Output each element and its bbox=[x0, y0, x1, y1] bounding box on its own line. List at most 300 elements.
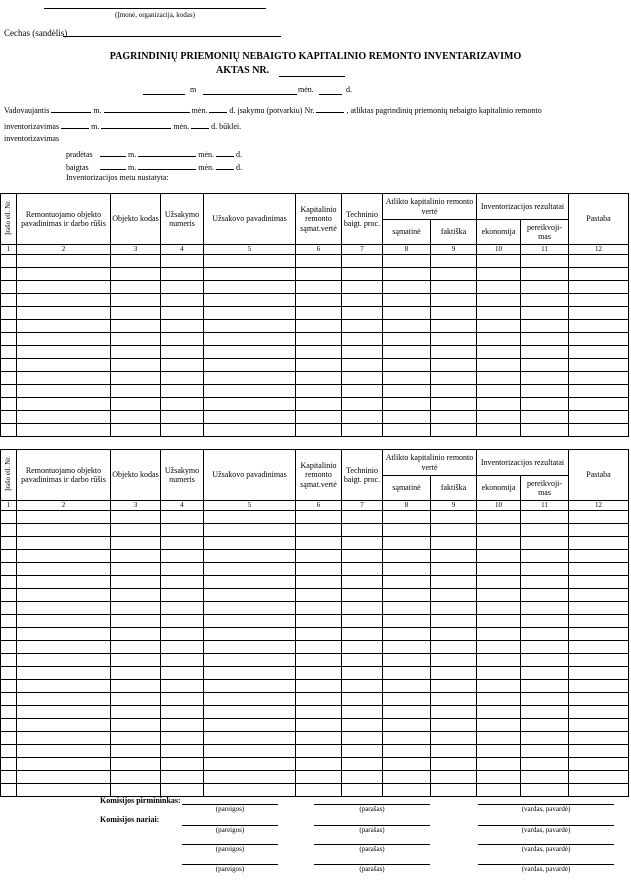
table-cell[interactable] bbox=[161, 398, 204, 411]
table-cell[interactable] bbox=[111, 693, 161, 706]
table-cell[interactable] bbox=[1, 602, 17, 615]
table-cell[interactable] bbox=[1, 524, 17, 537]
table-cell[interactable] bbox=[111, 281, 161, 294]
table-cell[interactable] bbox=[161, 706, 204, 719]
table-cell[interactable] bbox=[477, 628, 521, 641]
table-cell[interactable] bbox=[111, 398, 161, 411]
table-cell[interactable] bbox=[521, 784, 569, 797]
table-cell[interactable] bbox=[204, 372, 296, 385]
table-cell[interactable] bbox=[161, 784, 204, 797]
table-cell[interactable] bbox=[521, 255, 569, 268]
table-cell[interactable] bbox=[204, 719, 296, 732]
table-cell[interactable] bbox=[161, 693, 204, 706]
table-cell[interactable] bbox=[431, 693, 477, 706]
table-cell[interactable] bbox=[569, 411, 629, 424]
table-cell[interactable] bbox=[521, 693, 569, 706]
table-cell[interactable] bbox=[521, 654, 569, 667]
table-cell[interactable] bbox=[204, 550, 296, 563]
table-cell[interactable] bbox=[521, 771, 569, 784]
table-cell[interactable] bbox=[342, 654, 383, 667]
table-cell[interactable] bbox=[161, 576, 204, 589]
table-cell[interactable] bbox=[431, 424, 477, 437]
table-cell[interactable] bbox=[111, 654, 161, 667]
table-cell[interactable] bbox=[161, 641, 204, 654]
table-cell[interactable] bbox=[569, 511, 629, 524]
table-cell[interactable] bbox=[1, 511, 17, 524]
table-cell[interactable] bbox=[431, 294, 477, 307]
table-cell[interactable] bbox=[111, 641, 161, 654]
table-cell[interactable] bbox=[296, 693, 342, 706]
table-cell[interactable] bbox=[342, 307, 383, 320]
table-cell[interactable] bbox=[521, 615, 569, 628]
table-cell[interactable] bbox=[431, 719, 477, 732]
table-cell[interactable] bbox=[204, 615, 296, 628]
table-cell[interactable] bbox=[161, 320, 204, 333]
table-cell[interactable] bbox=[477, 511, 521, 524]
table-cell[interactable] bbox=[431, 385, 477, 398]
table-cell[interactable] bbox=[431, 615, 477, 628]
table-cell[interactable] bbox=[342, 346, 383, 359]
table-cell[interactable] bbox=[342, 667, 383, 680]
table-cell[interactable] bbox=[296, 511, 342, 524]
table-cell[interactable] bbox=[161, 550, 204, 563]
table-cell[interactable] bbox=[383, 320, 431, 333]
act-number-line[interactable] bbox=[279, 76, 345, 77]
table-cell[interactable] bbox=[569, 732, 629, 745]
table-cell[interactable] bbox=[17, 281, 111, 294]
table-cell[interactable] bbox=[17, 719, 111, 732]
table-cell[interactable] bbox=[477, 359, 521, 372]
table-cell[interactable] bbox=[521, 372, 569, 385]
table-cell[interactable] bbox=[161, 680, 204, 693]
table-cell[interactable] bbox=[17, 372, 111, 385]
table-cell[interactable] bbox=[569, 654, 629, 667]
table-cell[interactable] bbox=[296, 424, 342, 437]
table-cell[interactable] bbox=[431, 255, 477, 268]
table-cell[interactable] bbox=[431, 680, 477, 693]
state-year-field[interactable] bbox=[61, 119, 89, 129]
table-cell[interactable] bbox=[383, 628, 431, 641]
finished-year-field[interactable] bbox=[100, 160, 126, 170]
finished-month-field[interactable] bbox=[138, 160, 196, 170]
table-cell[interactable] bbox=[17, 385, 111, 398]
table-cell[interactable] bbox=[521, 537, 569, 550]
table-cell[interactable] bbox=[204, 576, 296, 589]
table-cell[interactable] bbox=[342, 411, 383, 424]
table-cell[interactable] bbox=[204, 680, 296, 693]
table-cell[interactable] bbox=[296, 372, 342, 385]
started-year-field[interactable] bbox=[100, 147, 126, 157]
table-cell[interactable] bbox=[1, 424, 17, 437]
table-cell[interactable] bbox=[383, 511, 431, 524]
table-cell[interactable] bbox=[383, 706, 431, 719]
table-cell[interactable] bbox=[1, 550, 17, 563]
table-cell[interactable] bbox=[296, 641, 342, 654]
table-cell[interactable] bbox=[521, 424, 569, 437]
table-cell[interactable] bbox=[17, 563, 111, 576]
table-cell[interactable] bbox=[477, 641, 521, 654]
table-cell[interactable] bbox=[17, 628, 111, 641]
table-cell[interactable] bbox=[1, 771, 17, 784]
table-cell[interactable] bbox=[569, 320, 629, 333]
table-cell[interactable] bbox=[17, 268, 111, 281]
table-cell[interactable] bbox=[204, 667, 296, 680]
table-cell[interactable] bbox=[17, 641, 111, 654]
table-cell[interactable] bbox=[1, 615, 17, 628]
table-cell[interactable] bbox=[111, 307, 161, 320]
table-cell[interactable] bbox=[17, 602, 111, 615]
table-cell[interactable] bbox=[521, 511, 569, 524]
table-cell[interactable] bbox=[204, 693, 296, 706]
table-cell[interactable] bbox=[17, 346, 111, 359]
table-cell[interactable] bbox=[431, 641, 477, 654]
table-cell[interactable] bbox=[111, 537, 161, 550]
table-cell[interactable] bbox=[383, 784, 431, 797]
table-cell[interactable] bbox=[431, 333, 477, 346]
table-cell[interactable] bbox=[17, 693, 111, 706]
table-cell[interactable] bbox=[521, 398, 569, 411]
date-year-line[interactable] bbox=[143, 94, 185, 95]
table-cell[interactable] bbox=[342, 680, 383, 693]
table-cell[interactable] bbox=[342, 294, 383, 307]
table-cell[interactable] bbox=[569, 602, 629, 615]
table-cell[interactable] bbox=[1, 359, 17, 372]
table-cell[interactable] bbox=[521, 333, 569, 346]
table-cell[interactable] bbox=[342, 706, 383, 719]
table-cell[interactable] bbox=[111, 602, 161, 615]
table-cell[interactable] bbox=[17, 589, 111, 602]
table-cell[interactable] bbox=[296, 281, 342, 294]
started-day-field[interactable] bbox=[216, 147, 234, 157]
table-cell[interactable] bbox=[431, 654, 477, 667]
table-cell[interactable] bbox=[383, 346, 431, 359]
table-cell[interactable] bbox=[1, 576, 17, 589]
table-cell[interactable] bbox=[17, 333, 111, 346]
table-cell[interactable] bbox=[569, 524, 629, 537]
table-cell[interactable] bbox=[17, 758, 111, 771]
table-cell[interactable] bbox=[296, 706, 342, 719]
table-cell[interactable] bbox=[477, 758, 521, 771]
table-cell[interactable] bbox=[1, 589, 17, 602]
table-cell[interactable] bbox=[111, 563, 161, 576]
table-cell[interactable] bbox=[477, 294, 521, 307]
table-cell[interactable] bbox=[17, 654, 111, 667]
table-cell[interactable] bbox=[569, 268, 629, 281]
order-number-field[interactable] bbox=[316, 103, 344, 113]
table-cell[interactable] bbox=[521, 745, 569, 758]
table-cell[interactable] bbox=[383, 576, 431, 589]
table-cell[interactable] bbox=[569, 615, 629, 628]
table-cell[interactable] bbox=[204, 424, 296, 437]
table-cell[interactable] bbox=[1, 281, 17, 294]
table-cell[interactable] bbox=[1, 719, 17, 732]
table-cell[interactable] bbox=[521, 359, 569, 372]
table-cell[interactable] bbox=[161, 294, 204, 307]
table-cell[interactable] bbox=[204, 758, 296, 771]
table-cell[interactable] bbox=[521, 667, 569, 680]
table-cell[interactable] bbox=[1, 268, 17, 281]
table-cell[interactable] bbox=[161, 307, 204, 320]
table-cell[interactable] bbox=[521, 411, 569, 424]
table-cell[interactable] bbox=[431, 346, 477, 359]
table-cell[interactable] bbox=[111, 680, 161, 693]
table-cell[interactable] bbox=[342, 255, 383, 268]
table-cell[interactable] bbox=[431, 359, 477, 372]
table-cell[interactable] bbox=[17, 615, 111, 628]
table-cell[interactable] bbox=[569, 745, 629, 758]
table-cell[interactable] bbox=[431, 411, 477, 424]
table-cell[interactable] bbox=[111, 511, 161, 524]
table-cell[interactable] bbox=[342, 359, 383, 372]
table-cell[interactable] bbox=[431, 511, 477, 524]
table-cell[interactable] bbox=[383, 667, 431, 680]
table-cell[interactable] bbox=[342, 550, 383, 563]
table-cell[interactable] bbox=[521, 758, 569, 771]
table-cell[interactable] bbox=[521, 320, 569, 333]
table-cell[interactable] bbox=[17, 745, 111, 758]
table-cell[interactable] bbox=[477, 281, 521, 294]
table-cell[interactable] bbox=[1, 333, 17, 346]
table-cell[interactable] bbox=[296, 333, 342, 346]
table-cell[interactable] bbox=[296, 758, 342, 771]
table-cell[interactable] bbox=[521, 524, 569, 537]
table-cell[interactable] bbox=[1, 628, 17, 641]
table-cell[interactable] bbox=[204, 268, 296, 281]
table-cell[interactable] bbox=[431, 602, 477, 615]
table-cell[interactable] bbox=[383, 680, 431, 693]
table-cell[interactable] bbox=[296, 784, 342, 797]
table-cell[interactable] bbox=[204, 524, 296, 537]
table-cell[interactable] bbox=[383, 411, 431, 424]
table-cell[interactable] bbox=[111, 719, 161, 732]
table-cell[interactable] bbox=[521, 294, 569, 307]
table-cell[interactable] bbox=[17, 576, 111, 589]
table-cell[interactable] bbox=[1, 255, 17, 268]
table-cell[interactable] bbox=[477, 615, 521, 628]
table-cell[interactable] bbox=[161, 771, 204, 784]
table-cell[interactable] bbox=[342, 615, 383, 628]
table-cell[interactable] bbox=[17, 524, 111, 537]
table-cell[interactable] bbox=[111, 424, 161, 437]
table-cell[interactable] bbox=[1, 667, 17, 680]
table-cell[interactable] bbox=[383, 255, 431, 268]
table-cell[interactable] bbox=[477, 268, 521, 281]
table-cell[interactable] bbox=[431, 784, 477, 797]
table-cell[interactable] bbox=[383, 524, 431, 537]
table-cell[interactable] bbox=[383, 732, 431, 745]
table-cell[interactable] bbox=[431, 281, 477, 294]
table-cell[interactable] bbox=[521, 576, 569, 589]
table-cell[interactable] bbox=[296, 346, 342, 359]
table-cell[interactable] bbox=[431, 706, 477, 719]
table-cell[interactable] bbox=[17, 398, 111, 411]
table-cell[interactable] bbox=[383, 372, 431, 385]
table-cell[interactable] bbox=[17, 411, 111, 424]
table-cell[interactable] bbox=[342, 758, 383, 771]
table-cell[interactable] bbox=[477, 424, 521, 437]
table-cell[interactable] bbox=[296, 771, 342, 784]
table-cell[interactable] bbox=[111, 333, 161, 346]
table-cell[interactable] bbox=[521, 268, 569, 281]
table-cell[interactable] bbox=[17, 320, 111, 333]
table-cell[interactable] bbox=[161, 359, 204, 372]
table-cell[interactable] bbox=[161, 411, 204, 424]
table-cell[interactable] bbox=[111, 524, 161, 537]
table-cell[interactable] bbox=[161, 346, 204, 359]
table-cell[interactable] bbox=[431, 589, 477, 602]
table-cell[interactable] bbox=[204, 602, 296, 615]
table-cell[interactable] bbox=[1, 784, 17, 797]
order-year-field[interactable] bbox=[51, 103, 91, 113]
table-cell[interactable] bbox=[521, 732, 569, 745]
table-cell[interactable] bbox=[296, 615, 342, 628]
table-cell[interactable] bbox=[431, 524, 477, 537]
table-cell[interactable] bbox=[342, 589, 383, 602]
table-cell[interactable] bbox=[342, 511, 383, 524]
table-cell[interactable] bbox=[521, 589, 569, 602]
table-cell[interactable] bbox=[569, 372, 629, 385]
table-cell[interactable] bbox=[296, 524, 342, 537]
table-cell[interactable] bbox=[1, 706, 17, 719]
table-cell[interactable] bbox=[383, 333, 431, 346]
table-cell[interactable] bbox=[296, 602, 342, 615]
table-cell[interactable] bbox=[431, 537, 477, 550]
table-cell[interactable] bbox=[161, 333, 204, 346]
table-cell[interactable] bbox=[431, 398, 477, 411]
table-cell[interactable] bbox=[431, 732, 477, 745]
table-cell[interactable] bbox=[204, 320, 296, 333]
state-month-field[interactable] bbox=[101, 119, 171, 129]
table-cell[interactable] bbox=[17, 550, 111, 563]
table-cell[interactable] bbox=[569, 563, 629, 576]
table-cell[interactable] bbox=[204, 706, 296, 719]
table-cell[interactable] bbox=[161, 372, 204, 385]
order-month-field[interactable] bbox=[104, 103, 190, 113]
table-cell[interactable] bbox=[342, 784, 383, 797]
table-cell[interactable] bbox=[569, 255, 629, 268]
table-cell[interactable] bbox=[111, 732, 161, 745]
table-cell[interactable] bbox=[111, 589, 161, 602]
table-cell[interactable] bbox=[383, 359, 431, 372]
table-cell[interactable] bbox=[161, 654, 204, 667]
table-cell[interactable] bbox=[296, 563, 342, 576]
table-cell[interactable] bbox=[111, 346, 161, 359]
table-cell[interactable] bbox=[383, 641, 431, 654]
table-cell[interactable] bbox=[521, 563, 569, 576]
table-cell[interactable] bbox=[296, 667, 342, 680]
table-cell[interactable] bbox=[342, 372, 383, 385]
table-cell[interactable] bbox=[477, 550, 521, 563]
table-cell[interactable] bbox=[161, 524, 204, 537]
table-cell[interactable] bbox=[161, 255, 204, 268]
table-cell[interactable] bbox=[477, 693, 521, 706]
table-cell[interactable] bbox=[477, 320, 521, 333]
table-cell[interactable] bbox=[569, 333, 629, 346]
table-cell[interactable] bbox=[17, 680, 111, 693]
table-cell[interactable] bbox=[383, 398, 431, 411]
table-cell[interactable] bbox=[342, 537, 383, 550]
date-month-line[interactable] bbox=[203, 94, 297, 95]
table-cell[interactable] bbox=[111, 628, 161, 641]
table-cell[interactable] bbox=[431, 771, 477, 784]
table-cell[interactable] bbox=[204, 346, 296, 359]
table-cell[interactable] bbox=[1, 294, 17, 307]
table-cell[interactable] bbox=[477, 524, 521, 537]
table-cell[interactable] bbox=[342, 385, 383, 398]
table-cell[interactable] bbox=[431, 320, 477, 333]
table-cell[interactable] bbox=[342, 693, 383, 706]
table-cell[interactable] bbox=[521, 385, 569, 398]
table-cell[interactable] bbox=[383, 745, 431, 758]
table-cell[interactable] bbox=[383, 615, 431, 628]
table-cell[interactable] bbox=[204, 359, 296, 372]
table-cell[interactable] bbox=[477, 589, 521, 602]
table-cell[interactable] bbox=[296, 411, 342, 424]
table-cell[interactable] bbox=[296, 320, 342, 333]
table-cell[interactable] bbox=[477, 255, 521, 268]
table-cell[interactable] bbox=[569, 576, 629, 589]
table-cell[interactable] bbox=[569, 719, 629, 732]
started-month-field[interactable] bbox=[138, 147, 196, 157]
table-cell[interactable] bbox=[477, 537, 521, 550]
table-cell[interactable] bbox=[111, 550, 161, 563]
table-cell[interactable] bbox=[342, 320, 383, 333]
table-cell[interactable] bbox=[383, 294, 431, 307]
table-cell[interactable] bbox=[296, 255, 342, 268]
table-cell[interactable] bbox=[342, 268, 383, 281]
table-cell[interactable] bbox=[17, 255, 111, 268]
table-cell[interactable] bbox=[569, 359, 629, 372]
table-cell[interactable] bbox=[204, 771, 296, 784]
table-cell[interactable] bbox=[477, 602, 521, 615]
table-cell[interactable] bbox=[569, 537, 629, 550]
table-cell[interactable] bbox=[477, 385, 521, 398]
table-cell[interactable] bbox=[161, 732, 204, 745]
table-cell[interactable] bbox=[383, 563, 431, 576]
table-cell[interactable] bbox=[569, 667, 629, 680]
table-cell[interactable] bbox=[477, 784, 521, 797]
table-cell[interactable] bbox=[17, 537, 111, 550]
table-cell[interactable] bbox=[569, 784, 629, 797]
table-cell[interactable] bbox=[204, 537, 296, 550]
table-cell[interactable] bbox=[296, 732, 342, 745]
table-cell[interactable] bbox=[431, 667, 477, 680]
table-cell[interactable] bbox=[342, 771, 383, 784]
finished-day-field[interactable] bbox=[216, 160, 234, 170]
table-cell[interactable] bbox=[1, 411, 17, 424]
table-cell[interactable] bbox=[204, 255, 296, 268]
table-cell[interactable] bbox=[383, 268, 431, 281]
table-cell[interactable] bbox=[161, 602, 204, 615]
table-cell[interactable] bbox=[342, 732, 383, 745]
table-cell[interactable] bbox=[161, 667, 204, 680]
table-cell[interactable] bbox=[569, 346, 629, 359]
table-cell[interactable] bbox=[161, 268, 204, 281]
table-cell[interactable] bbox=[111, 320, 161, 333]
table-cell[interactable] bbox=[431, 307, 477, 320]
table-cell[interactable] bbox=[204, 398, 296, 411]
table-cell[interactable] bbox=[383, 307, 431, 320]
table-cell[interactable] bbox=[111, 771, 161, 784]
table-cell[interactable] bbox=[431, 745, 477, 758]
table-cell[interactable] bbox=[383, 550, 431, 563]
table-cell[interactable] bbox=[431, 268, 477, 281]
table-cell[interactable] bbox=[204, 294, 296, 307]
table-cell[interactable] bbox=[161, 281, 204, 294]
table-cell[interactable] bbox=[296, 268, 342, 281]
table-cell[interactable] bbox=[342, 333, 383, 346]
table-cell[interactable] bbox=[383, 719, 431, 732]
